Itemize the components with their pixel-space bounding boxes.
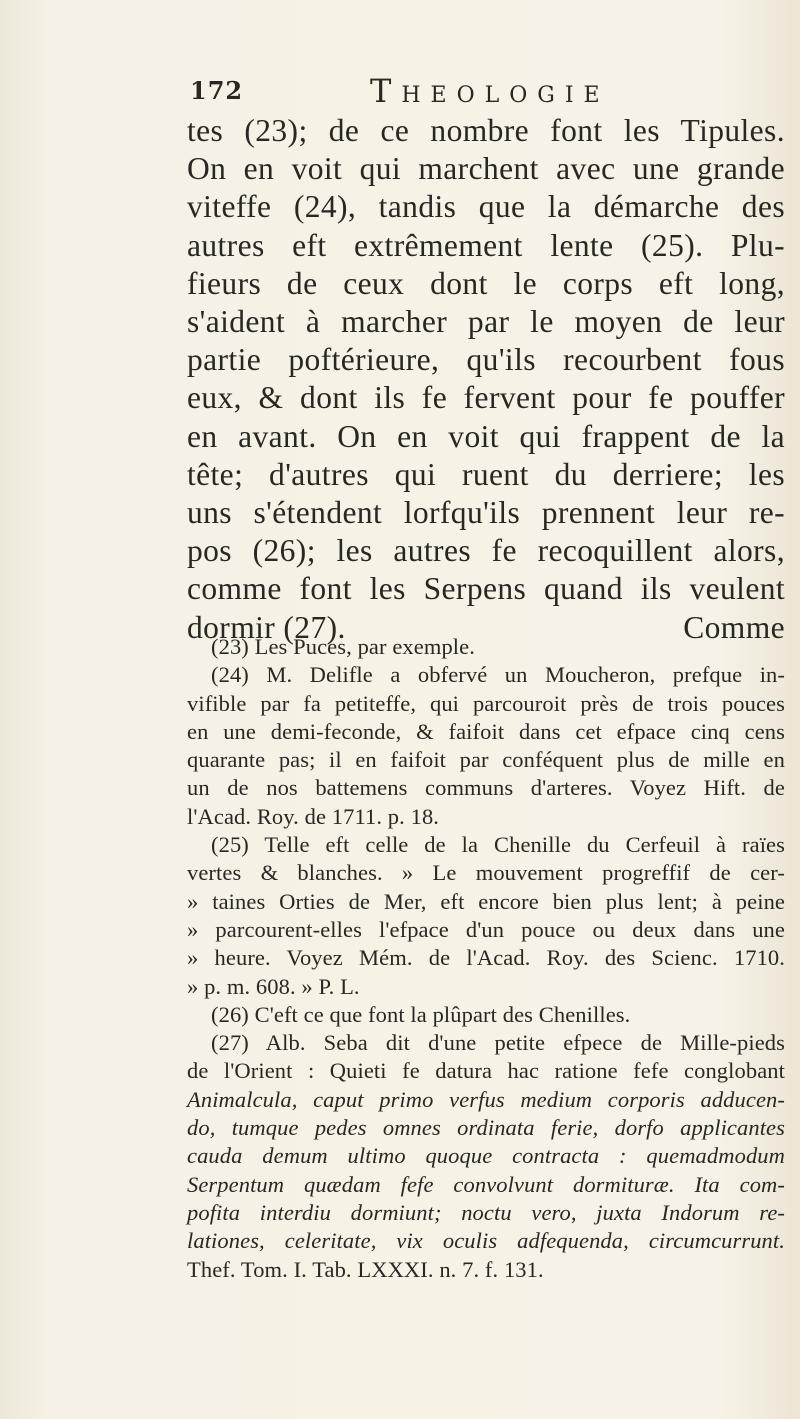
footnote-line: Thef. Tom. I. Tab. LXXXI. n. 7. f. 131.: [187, 1256, 544, 1282]
footnote-line: » p. m. 608. » P. L.: [187, 973, 360, 999]
text-line: tête; d'autres qui ruent du derriere; les: [187, 456, 785, 492]
text-line: partie poftérieure, qu'ils recourbent fous: [187, 342, 785, 378]
footnote-line: vertes & blanches. » Le mouvement progreffif de cer-: [187, 860, 785, 886]
footnote-line: Serpentum quædam fefe convolvunt dormituræ. Ita com-: [187, 1171, 785, 1197]
text-line: comme font les Serpens quand ils veulent: [187, 571, 785, 607]
text-line: uns s'étendent lorfqu'ils prennent leur re-: [187, 495, 785, 531]
footnote-line: Animalcula, caput primo verfus medium corporis adducen-: [187, 1086, 785, 1112]
footnote-line: vifible par fa petiteffe, qui parcouroit près de trois pouces: [187, 690, 785, 716]
page-header: [190, 72, 660, 112]
text-line: s'aident à marcher par le moyen de leur: [187, 304, 785, 340]
footnote-line: (25) Telle eft celle de la Chenille du Cerfeuil à raïes: [211, 832, 785, 858]
text-line: On en voit qui marchent avec une grande: [187, 151, 785, 187]
footnote-line: lationes, celeritate, vix oculis adfequenda, circumcurrunt.: [187, 1228, 785, 1254]
footnote-25: [187, 831, 785, 1001]
footnote-line: (24) M. Delifle a obfervé un Moucheron, prefque in-: [211, 662, 785, 688]
text-line: pos (26); les autres fe recoquillent alors,: [187, 533, 785, 569]
footnote-line: do, tumque pedes omnes ordinata ferie, dorfo applicantes: [187, 1115, 785, 1141]
running-head: Theologie: [370, 72, 610, 110]
footnote-line: pofita interdiu dormiunt; noctu vero, juxta Indorum re-: [187, 1199, 785, 1225]
footnote-line: en une demi-feconde, & faifoit dans cet efpace cinq cens: [187, 718, 785, 744]
footnote-line: quarante pas; il en faifoit par conféquent plus de mille en: [187, 747, 785, 773]
footnote-line: (27) Alb. Seba dit d'une petite efpece de Mille-pieds: [211, 1030, 785, 1056]
footnotes: [187, 633, 785, 1284]
text-line: tes (23); de ce nombre font les Tipules.: [187, 113, 785, 148]
footnote-27: [187, 1029, 785, 1284]
text-line: viteffe (24), tandis que la démarche des: [187, 189, 785, 225]
footnote-line: (26) C'eft ce que font la plûpart des Chenilles.: [211, 1001, 631, 1027]
footnote-line: (23) Les Puces, par exemple.: [211, 634, 475, 659]
footnote-line: de l'Orient : Quieti fe datura hac ratione fefe conglobant: [187, 1058, 785, 1084]
footnote-line: » parcourent-elles l'efpace d'un pouce ou deux dans une: [187, 916, 785, 942]
main-text: [187, 112, 785, 647]
text-line: en avant. On en voit qui frappent de la: [187, 418, 785, 454]
footnote-line: l'Acad. Roy. de 1711. p. 18.: [187, 803, 440, 829]
text-line: fieurs de ceux dont le corps eft long,: [187, 265, 785, 301]
text-line: eux, & dont ils fe fervent pour fe pouffer: [187, 380, 785, 416]
footnote-line: » taines Orties de Mer, eft encore bien plus lent; à peine: [187, 888, 785, 914]
footnote-24: [187, 661, 785, 831]
footnote-26: [187, 1001, 785, 1029]
page-number: 172: [190, 76, 244, 105]
catchword: Comme: [683, 609, 785, 645]
text-line-end: dormir (27).: [187, 609, 346, 645]
footnote-23: [187, 633, 785, 661]
text-line: autres eft extrêmement lente (25). Plu-: [187, 227, 785, 263]
footnote-line: » heure. Voyez Mém. de l'Acad. Roy. des Scienc. 1710.: [187, 945, 785, 971]
footnote-line: cauda demum ultimo quoque contracta : quemadmodum: [187, 1143, 785, 1169]
footnote-line: un de nos battemens communs d'arteres. Voyez Hift. de: [187, 775, 785, 801]
